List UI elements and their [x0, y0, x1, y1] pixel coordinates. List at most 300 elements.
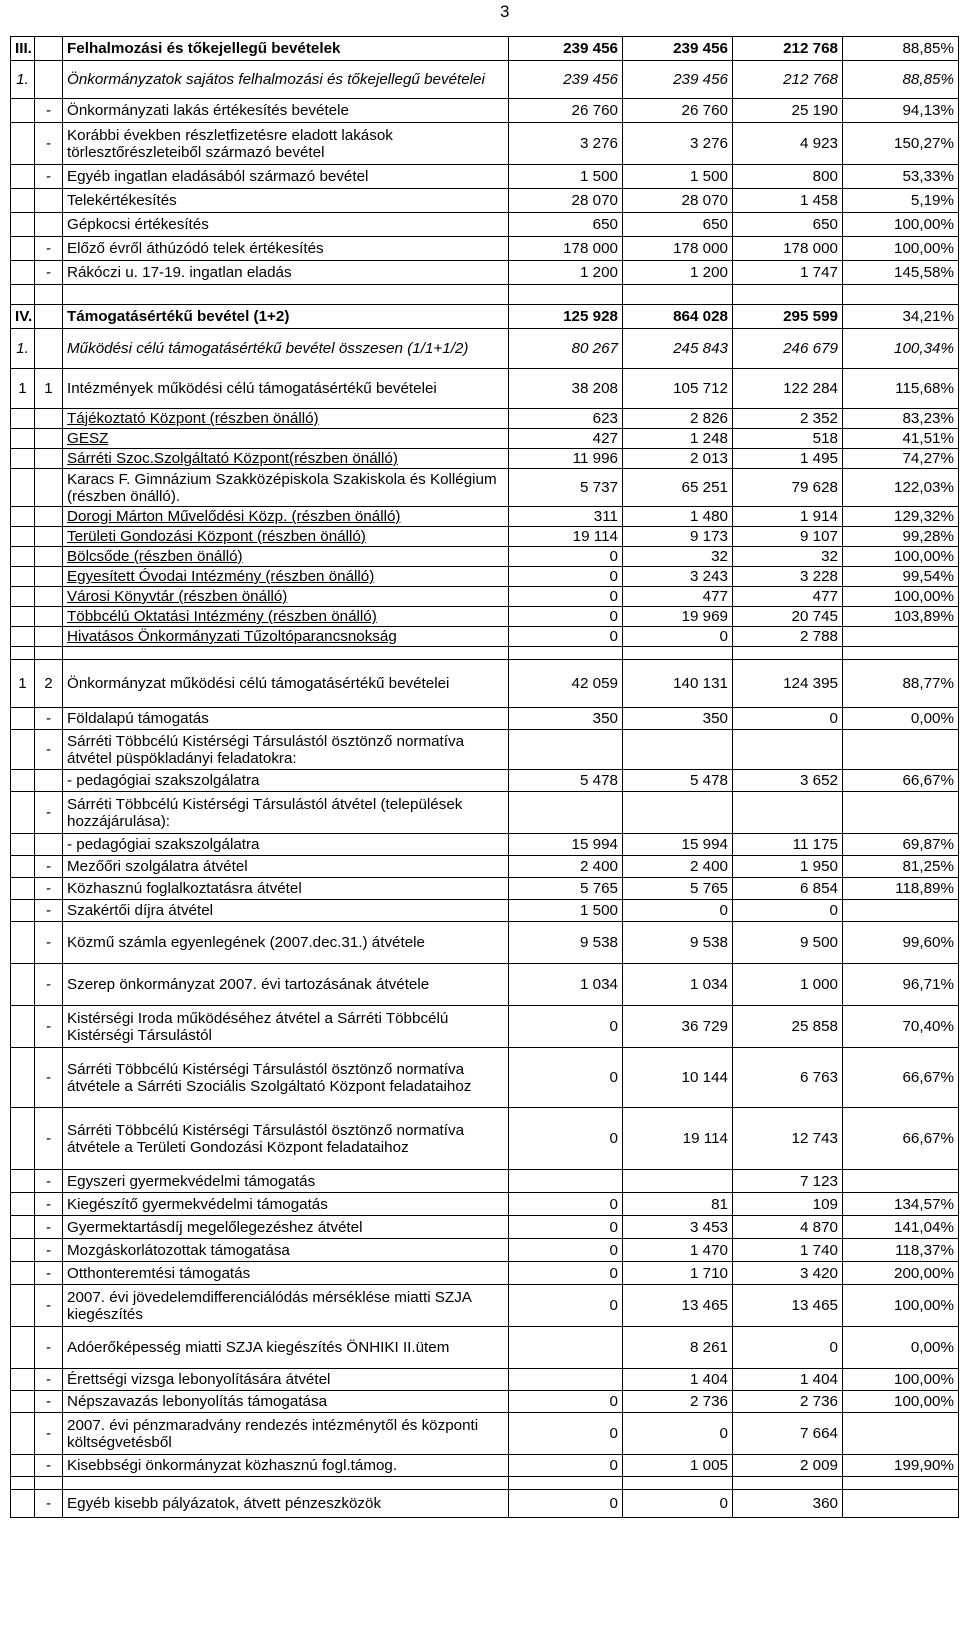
value-modified: 0 — [623, 627, 733, 647]
row-number — [11, 834, 35, 856]
row-subnumber: - — [35, 1170, 63, 1193]
row-number — [11, 856, 35, 878]
table-row — [11, 1006, 959, 1048]
row-label: - pedagógiai szakszolgálatra — [63, 770, 509, 792]
row-number — [11, 469, 35, 507]
value-original — [509, 1327, 623, 1369]
value-actual: 178 000 — [733, 237, 843, 261]
value-modified — [623, 792, 733, 834]
value-percent — [843, 900, 959, 922]
row-number — [11, 1327, 35, 1369]
row-label: Egyszeri gyermekvédelmi támogatás — [63, 1170, 509, 1193]
value-percent: 99,60% — [843, 922, 959, 964]
table-row — [11, 369, 959, 409]
value-original: 2 400 — [509, 856, 623, 878]
row-subnumber: - — [35, 964, 63, 1006]
value-actual: 1 000 — [733, 964, 843, 1006]
row-label: Mozgáskorlátozottak támogatása — [63, 1239, 509, 1262]
value-percent: 74,27% — [843, 449, 959, 469]
spacer-cell — [733, 285, 843, 305]
row-subnumber: - — [35, 165, 63, 189]
row-subnumber: - — [35, 261, 63, 285]
value-percent — [843, 627, 959, 647]
row-label: Szakértői díjra átvétel — [63, 900, 509, 922]
value-original: 3 276 — [509, 123, 623, 165]
row-label: Karacs F. Gimnázium Szakközépiskola Szakiskola és Kollégium (részben önálló). — [63, 469, 509, 507]
row-label: Hivatásos Önkormányzati Tűzoltóparancsnokság — [63, 627, 509, 647]
value-actual: 9 107 — [733, 527, 843, 547]
table-row — [11, 900, 959, 922]
value-percent: 83,23% — [843, 409, 959, 429]
value-original: 239 456 — [509, 61, 623, 99]
value-original: 178 000 — [509, 237, 623, 261]
spacer-cell — [733, 647, 843, 660]
value-modified: 239 456 — [623, 61, 733, 99]
table-row — [11, 123, 959, 165]
row-label: Dorogi Márton Művelődési Közp. (részben önálló) — [63, 507, 509, 527]
row-subnumber: - — [35, 1413, 63, 1455]
value-percent: 0,00% — [843, 1327, 959, 1369]
value-modified: 1 200 — [623, 261, 733, 285]
value-actual: 2 736 — [733, 1391, 843, 1413]
value-modified: 9 538 — [623, 922, 733, 964]
row-label: Egyesített Óvodai Intézmény (részben önálló) — [63, 567, 509, 587]
row-subnumber: - — [35, 922, 63, 964]
value-original: 15 994 — [509, 834, 623, 856]
value-original: 650 — [509, 213, 623, 237]
spacer-cell — [623, 647, 733, 660]
value-actual: 6 854 — [733, 878, 843, 900]
table-row — [11, 429, 959, 449]
value-modified: 3 276 — [623, 123, 733, 165]
table-row — [11, 547, 959, 567]
value-actual: 7 123 — [733, 1170, 843, 1193]
value-actual: 4 870 — [733, 1216, 843, 1239]
row-number — [11, 627, 35, 647]
spacer-cell — [843, 285, 959, 305]
table-row — [11, 449, 959, 469]
value-modified: 1 480 — [623, 507, 733, 527]
value-actual: 650 — [733, 213, 843, 237]
spacer-row — [11, 285, 959, 305]
value-modified: 36 729 — [623, 1006, 733, 1048]
value-modified: 239 456 — [623, 37, 733, 61]
row-label: Működési célú támogatásértékű bevétel összesen (1/1+1/2) — [63, 329, 509, 369]
row-subnumber — [35, 305, 63, 329]
spacer-cell — [509, 647, 623, 660]
value-original: 80 267 — [509, 329, 623, 369]
row-label: Telekértékesítés — [63, 189, 509, 213]
value-percent: 5,19% — [843, 189, 959, 213]
spacer-cell — [35, 647, 63, 660]
value-percent: 99,28% — [843, 527, 959, 547]
row-number — [11, 964, 35, 1006]
row-number — [11, 213, 35, 237]
table-row — [11, 792, 959, 834]
value-original: 125 928 — [509, 305, 623, 329]
row-label: Önkormányzati lakás értékesítés bevétele — [63, 99, 509, 123]
row-label: Kistérségi Iroda működéséhez átvétel a Sárréti Többcélú Kistérségi Társulástól — [63, 1006, 509, 1048]
value-actual: 7 664 — [733, 1413, 843, 1455]
row-subnumber: - — [35, 1391, 63, 1413]
value-original: 239 456 — [509, 37, 623, 61]
table-row — [11, 329, 959, 369]
value-modified: 2 400 — [623, 856, 733, 878]
value-percent: 70,40% — [843, 1006, 959, 1048]
value-percent: 100,00% — [843, 213, 959, 237]
row-number — [11, 792, 35, 834]
spacer-cell — [35, 285, 63, 305]
value-actual: 9 500 — [733, 922, 843, 964]
value-percent: 34,21% — [843, 305, 959, 329]
spacer-cell — [11, 647, 35, 660]
row-number — [11, 1170, 35, 1193]
row-subnumber — [35, 329, 63, 369]
row-subnumber: - — [35, 900, 63, 922]
spacer-row — [11, 647, 959, 660]
spacer-cell — [35, 1477, 63, 1490]
row-label: Területi Gondozási Központ (részben önálló) — [63, 527, 509, 547]
row-label: Adóerőképesség miatti SZJA kiegészítés ÖNHIKI II.ütem — [63, 1327, 509, 1369]
value-percent: 100,34% — [843, 329, 959, 369]
table-row — [11, 1216, 959, 1239]
table-row — [11, 1455, 959, 1477]
row-number — [11, 587, 35, 607]
table-row — [11, 165, 959, 189]
value-actual — [733, 792, 843, 834]
value-modified: 1 404 — [623, 1369, 733, 1391]
value-actual: 20 745 — [733, 607, 843, 627]
value-original: 0 — [509, 607, 623, 627]
value-modified: 81 — [623, 1193, 733, 1216]
spacer-cell — [733, 1477, 843, 1490]
spacer-cell — [11, 1477, 35, 1490]
value-actual: 2 788 — [733, 627, 843, 647]
value-percent: 118,37% — [843, 1239, 959, 1262]
value-percent: 200,00% — [843, 1262, 959, 1285]
table-row — [11, 213, 959, 237]
row-number — [11, 547, 35, 567]
row-subnumber — [35, 507, 63, 527]
value-original: 0 — [509, 587, 623, 607]
value-modified: 1 034 — [623, 964, 733, 1006]
value-actual: 13 465 — [733, 1285, 843, 1327]
table-row — [11, 627, 959, 647]
row-subnumber: - — [35, 1262, 63, 1285]
value-actual: 0 — [733, 900, 843, 922]
value-modified: 32 — [623, 547, 733, 567]
row-number — [11, 1413, 35, 1455]
value-original: 0 — [509, 1048, 623, 1108]
value-original — [509, 792, 623, 834]
row-number — [11, 261, 35, 285]
value-percent: 69,87% — [843, 834, 959, 856]
row-subnumber — [35, 607, 63, 627]
value-modified: 1 710 — [623, 1262, 733, 1285]
value-modified: 1 500 — [623, 165, 733, 189]
row-label: GESZ — [63, 429, 509, 449]
value-actual: 3 652 — [733, 770, 843, 792]
value-modified: 28 070 — [623, 189, 733, 213]
value-percent: 100,00% — [843, 547, 959, 567]
table-row — [11, 1490, 959, 1518]
value-actual: 1 950 — [733, 856, 843, 878]
table-row — [11, 660, 959, 708]
value-modified: 0 — [623, 1413, 733, 1455]
row-number — [11, 1216, 35, 1239]
value-percent: 66,67% — [843, 1048, 959, 1108]
row-label: Sárréti Többcélú Kistérségi Társulástól ösztönző normatíva átvétele a Sárréti Szociális Szolgáltató Központ feladataihoz — [63, 1048, 509, 1108]
row-subnumber — [35, 627, 63, 647]
value-modified: 0 — [623, 900, 733, 922]
row-label: Bölcsőde (részben önálló) — [63, 547, 509, 567]
value-actual: 1 747 — [733, 261, 843, 285]
value-actual: 122 284 — [733, 369, 843, 409]
row-label: Felhalmozási és tőkejellegű bevételek — [63, 37, 509, 61]
value-percent: 134,57% — [843, 1193, 959, 1216]
row-label: Intézmények működési célú támogatásértékű bevételei — [63, 369, 509, 409]
value-actual: 800 — [733, 165, 843, 189]
value-actual: 11 175 — [733, 834, 843, 856]
row-subnumber — [35, 449, 63, 469]
row-number — [11, 1369, 35, 1391]
row-number — [11, 99, 35, 123]
value-original: 0 — [509, 1285, 623, 1327]
value-actual: 2 352 — [733, 409, 843, 429]
value-modified: 8 261 — [623, 1327, 733, 1369]
value-percent: 100,00% — [843, 587, 959, 607]
table-row — [11, 964, 959, 1006]
row-subnumber: - — [35, 1327, 63, 1369]
value-percent: 0,00% — [843, 708, 959, 730]
table-row — [11, 1391, 959, 1413]
row-label: 2007. évi jövedelemdifferenciálódás mérséklése miatti SZJA kiegészítés — [63, 1285, 509, 1327]
value-original: 0 — [509, 1490, 623, 1518]
row-subnumber — [35, 409, 63, 429]
row-subnumber: - — [35, 730, 63, 770]
table-row — [11, 708, 959, 730]
value-modified: 19 969 — [623, 607, 733, 627]
table-row — [11, 567, 959, 587]
value-modified: 1 005 — [623, 1455, 733, 1477]
row-number — [11, 878, 35, 900]
table-row — [11, 856, 959, 878]
value-modified: 3 453 — [623, 1216, 733, 1239]
row-number — [11, 567, 35, 587]
value-modified: 9 173 — [623, 527, 733, 547]
row-label: 2007. évi pénzmaradvány rendezés intézménytől és központi költségvetésből — [63, 1413, 509, 1455]
row-subnumber — [35, 527, 63, 547]
table-row — [11, 305, 959, 329]
row-label: Közmű számla egyenlegének (2007.dec.31.) átvétele — [63, 922, 509, 964]
spacer-cell — [843, 647, 959, 660]
value-original: 0 — [509, 1413, 623, 1455]
value-original: 0 — [509, 1193, 623, 1216]
value-original: 0 — [509, 1108, 623, 1170]
table-row — [11, 1413, 959, 1455]
value-actual: 1 914 — [733, 507, 843, 527]
table-row — [11, 469, 959, 507]
value-percent: 100,00% — [843, 1391, 959, 1413]
row-number: III. — [11, 37, 35, 61]
value-modified: 650 — [623, 213, 733, 237]
value-modified — [623, 1170, 733, 1193]
value-actual: 25 190 — [733, 99, 843, 123]
row-label: Támogatásértékű bevétel (1+2) — [63, 305, 509, 329]
value-actual: 212 768 — [733, 61, 843, 99]
table-row — [11, 1369, 959, 1391]
value-original: 0 — [509, 1391, 623, 1413]
row-number — [11, 1193, 35, 1216]
row-subnumber: - — [35, 1239, 63, 1262]
row-subnumber: - — [35, 1369, 63, 1391]
value-modified: 3 243 — [623, 567, 733, 587]
value-original: 427 — [509, 429, 623, 449]
row-subnumber — [35, 189, 63, 213]
value-original: 5 478 — [509, 770, 623, 792]
row-number — [11, 900, 35, 922]
value-original: 1 500 — [509, 900, 623, 922]
value-percent: 150,27% — [843, 123, 959, 165]
row-number — [11, 409, 35, 429]
row-subnumber — [35, 587, 63, 607]
row-label: Egyéb kisebb pályázatok, átvett pénzeszközök — [63, 1490, 509, 1518]
row-subnumber: - — [35, 878, 63, 900]
value-original: 5 765 — [509, 878, 623, 900]
spacer-cell — [509, 285, 623, 305]
value-original: 0 — [509, 1006, 623, 1048]
value-percent: 88,77% — [843, 660, 959, 708]
value-percent: 122,03% — [843, 469, 959, 507]
table-row — [11, 527, 959, 547]
value-percent: 103,89% — [843, 607, 959, 627]
value-percent: 53,33% — [843, 165, 959, 189]
value-actual: 1 740 — [733, 1239, 843, 1262]
value-actual: 295 599 — [733, 305, 843, 329]
row-number — [11, 770, 35, 792]
row-subnumber: - — [35, 237, 63, 261]
value-original: 1 200 — [509, 261, 623, 285]
spacer-cell — [63, 647, 509, 660]
value-modified: 65 251 — [623, 469, 733, 507]
value-percent: 100,00% — [843, 237, 959, 261]
value-percent: 81,25% — [843, 856, 959, 878]
row-number — [11, 922, 35, 964]
value-percent — [843, 730, 959, 770]
value-percent — [843, 792, 959, 834]
value-original: 311 — [509, 507, 623, 527]
row-label: Előző évről áthúzódó telek értékesítés — [63, 237, 509, 261]
value-actual: 1 495 — [733, 449, 843, 469]
spacer-cell — [11, 285, 35, 305]
value-actual: 1 404 — [733, 1369, 843, 1391]
value-original: 26 760 — [509, 99, 623, 123]
row-label: Kisebbségi önkormányzat közhasznú fogl.támog. — [63, 1455, 509, 1477]
value-percent: 99,54% — [843, 567, 959, 587]
row-subnumber — [35, 567, 63, 587]
row-subnumber: - — [35, 792, 63, 834]
row-subnumber: - — [35, 99, 63, 123]
value-percent: 96,71% — [843, 964, 959, 1006]
spacer-cell — [63, 1477, 509, 1490]
table-row — [11, 1170, 959, 1193]
value-percent: 88,85% — [843, 61, 959, 99]
value-original: 0 — [509, 627, 623, 647]
row-label: Földalapú támogatás — [63, 708, 509, 730]
value-actual — [733, 730, 843, 770]
value-original: 19 114 — [509, 527, 623, 547]
value-actual: 109 — [733, 1193, 843, 1216]
value-actual: 2 009 — [733, 1455, 843, 1477]
value-actual: 518 — [733, 429, 843, 449]
row-number — [11, 1490, 35, 1518]
row-number: 1. — [11, 329, 35, 369]
value-modified: 26 760 — [623, 99, 733, 123]
row-number — [11, 1239, 35, 1262]
table-row — [11, 61, 959, 99]
row-number — [11, 449, 35, 469]
row-label: Sárréti Többcélú Kistérségi Társulástól ösztönző normatíva átvétele a Területi Gondozási Központ feladataihoz — [63, 1108, 509, 1170]
table-row — [11, 730, 959, 770]
value-modified: 245 843 — [623, 329, 733, 369]
row-number — [11, 429, 35, 449]
row-subnumber: - — [35, 1490, 63, 1518]
row-subnumber: - — [35, 708, 63, 730]
value-percent: 118,89% — [843, 878, 959, 900]
value-percent — [843, 1413, 959, 1455]
row-label: Önkormányzatok sajátos felhalmozási és tőkejellegű bevételei — [63, 61, 509, 99]
value-actual: 0 — [733, 1327, 843, 1369]
value-modified: 140 131 — [623, 660, 733, 708]
row-label: Többcélú Oktatási Intézmény (részben önálló) — [63, 607, 509, 627]
row-subnumber: - — [35, 1193, 63, 1216]
row-label: Szerep önkormányzat 2007. évi tartozásának átvétele — [63, 964, 509, 1006]
row-subnumber: - — [35, 123, 63, 165]
row-subnumber: - — [35, 1285, 63, 1327]
row-number — [11, 1006, 35, 1048]
table-row — [11, 770, 959, 792]
row-subnumber: - — [35, 1108, 63, 1170]
table-row — [11, 99, 959, 123]
page-number: 3 — [500, 2, 510, 21]
value-modified: 2 736 — [623, 1391, 733, 1413]
value-modified: 1 470 — [623, 1239, 733, 1262]
row-number — [11, 730, 35, 770]
table-row — [11, 409, 959, 429]
value-percent: 145,58% — [843, 261, 959, 285]
value-original — [509, 730, 623, 770]
table-row — [11, 507, 959, 527]
value-modified: 10 144 — [623, 1048, 733, 1108]
spacer-row — [11, 1477, 959, 1490]
value-actual: 0 — [733, 708, 843, 730]
value-original: 623 — [509, 409, 623, 429]
value-original: 0 — [509, 1239, 623, 1262]
value-modified: 5 478 — [623, 770, 733, 792]
value-percent: 129,32% — [843, 507, 959, 527]
value-percent: 199,90% — [843, 1455, 959, 1477]
row-subnumber: 2 — [35, 660, 63, 708]
table-row — [11, 1239, 959, 1262]
row-subnumber: - — [35, 1455, 63, 1477]
row-label: Rákóczi u. 17-19. ingatlan eladás — [63, 261, 509, 285]
table-row — [11, 878, 959, 900]
row-subnumber: - — [35, 856, 63, 878]
spacer-cell — [509, 1477, 623, 1490]
table-row — [11, 1108, 959, 1170]
table-row — [11, 607, 959, 627]
row-label: Gyermektartásdíj megelőlegezéshez átvétel — [63, 1216, 509, 1239]
